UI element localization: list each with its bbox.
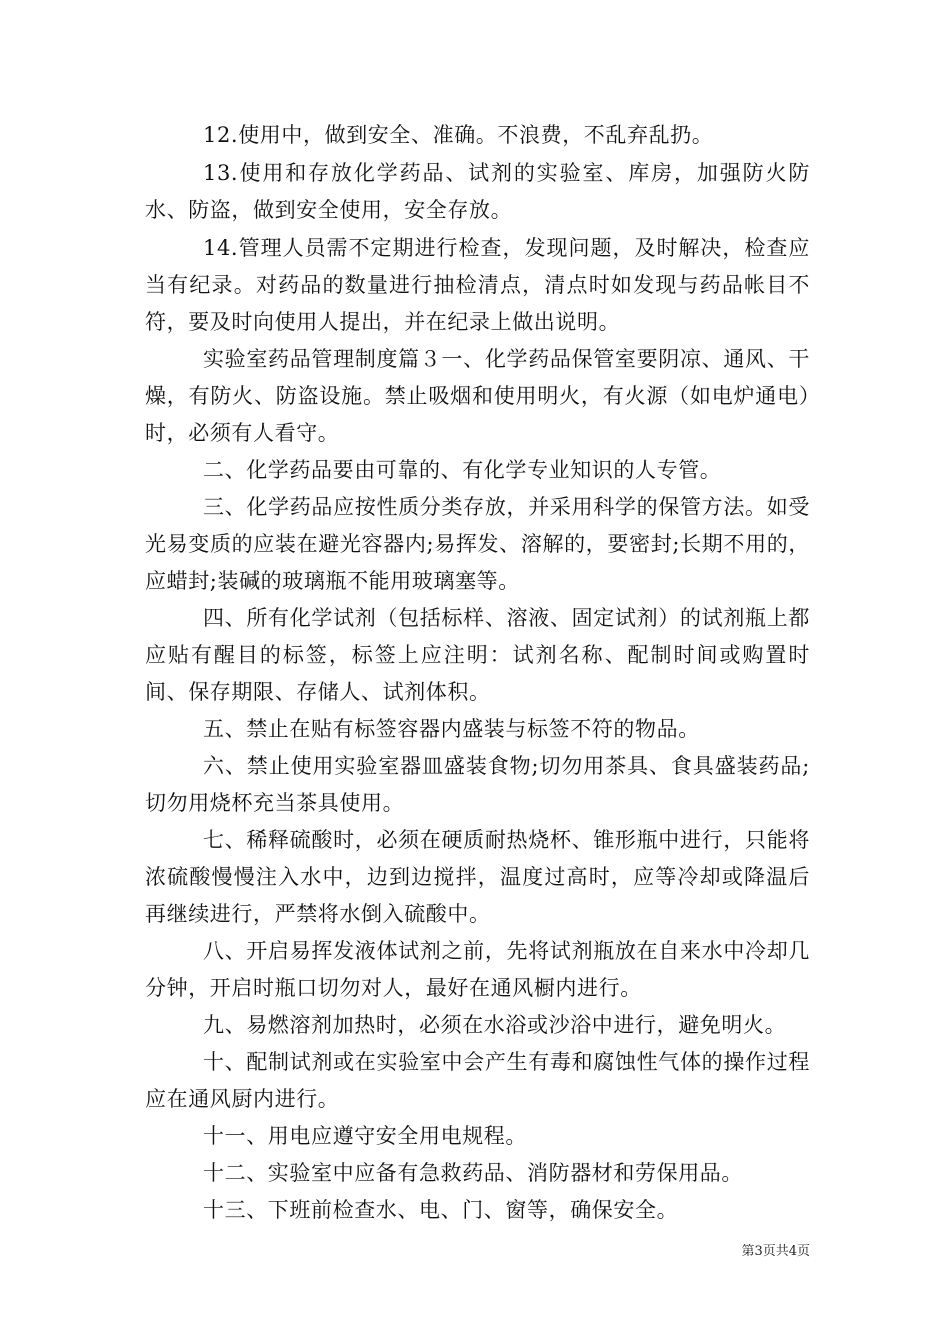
- paragraph-rule-11: 十一、用电应遵守安全用电规程。: [203, 1124, 527, 1148]
- paragraph-rule-3: 三、化学药品应按性质分类存放，并采用科学的保管方法。如受光易变质的应装在避光容器内;易挥发、溶解的，要密封;长期不用的，应蜡封;装碱的玻璃瓶不能用玻璃塞等。: [145, 495, 810, 593]
- paragraph-item-12: 12.使用中，做到安全、准确。不浪费，不乱弃乱扔。: [203, 123, 714, 147]
- paragraph-section-3-intro: 实验室药品管理制度篇３一、化学药品保管室要阴凉、通风、干燥，有防火、防盗设施。禁止吸烟和使用明火，有火源（如电炉通电）时，必须有人看守。: [145, 347, 810, 445]
- paragraph-rule-9: 九、易燃溶剂加热时，必须在水浴或沙浴中进行，避免明火。: [203, 1013, 787, 1037]
- paragraph-rule-6: 六、禁止使用实验室器皿盛装食物;切勿用茶具、食具盛装药品;切勿用烧杯充当茶具使用。: [145, 754, 810, 815]
- paragraph-rule-10: 十、配制试剂或在实验室中会产生有毒和腐蚀性气体的操作过程应在通风厨内进行。: [145, 1050, 810, 1111]
- page-number-footer: 第3页共4页: [741, 1244, 810, 1259]
- paragraph-item-14: 14.管理人员需不定期进行检查，发现问题，及时解决，检查应当有纪录。对药品的数量进行抽检清点，清点时如发现与药品帐目不符，要及时向使用人提出，并在纪录上做出说明。: [145, 236, 810, 334]
- paragraph-rule-8: 八、开启易挥发液体试剂之前，先将试剂瓶放在自来水中冷却几分钟，开启时瓶口切勿对人，最好在通风橱内进行。: [145, 939, 810, 1000]
- paragraph-rule-4: 四、所有化学试剂（包括标样、溶液、固定试剂）的试剂瓶上都应贴有醒目的标签，标签上应注明：试剂名称、配制时间或购置时间、保存期限、存储人、试剂体积。: [145, 606, 810, 704]
- paragraph-rule-13: 十三、下班前检查水、电、门、窗等，确保安全。: [203, 1198, 679, 1222]
- paragraph-item-13: 13.使用和存放化学药品、试剂的实验室、库房，加强防火防水、防盗，做到安全使用，安全存放。: [145, 161, 810, 222]
- paragraph-rule-2: 二、化学药品要由可靠的、有化学专业知识的人专管。: [203, 458, 722, 482]
- paragraph-rule-12: 十二、实验室中应备有急救药品、消防器材和劳保用品。: [203, 1161, 743, 1185]
- paragraph-rule-7: 七、稀释硫酸时，必须在硬质耐热烧杯、锥形瓶中进行，只能将浓硫酸慢慢注入水中，边到边搅拌，温度过高时，应等冷却或降温后再继续进行，严禁将水倒入硫酸中。: [145, 828, 810, 926]
- paragraph-rule-5: 五、禁止在贴有标签容器内盛装与标签不符的物品。: [203, 717, 700, 741]
